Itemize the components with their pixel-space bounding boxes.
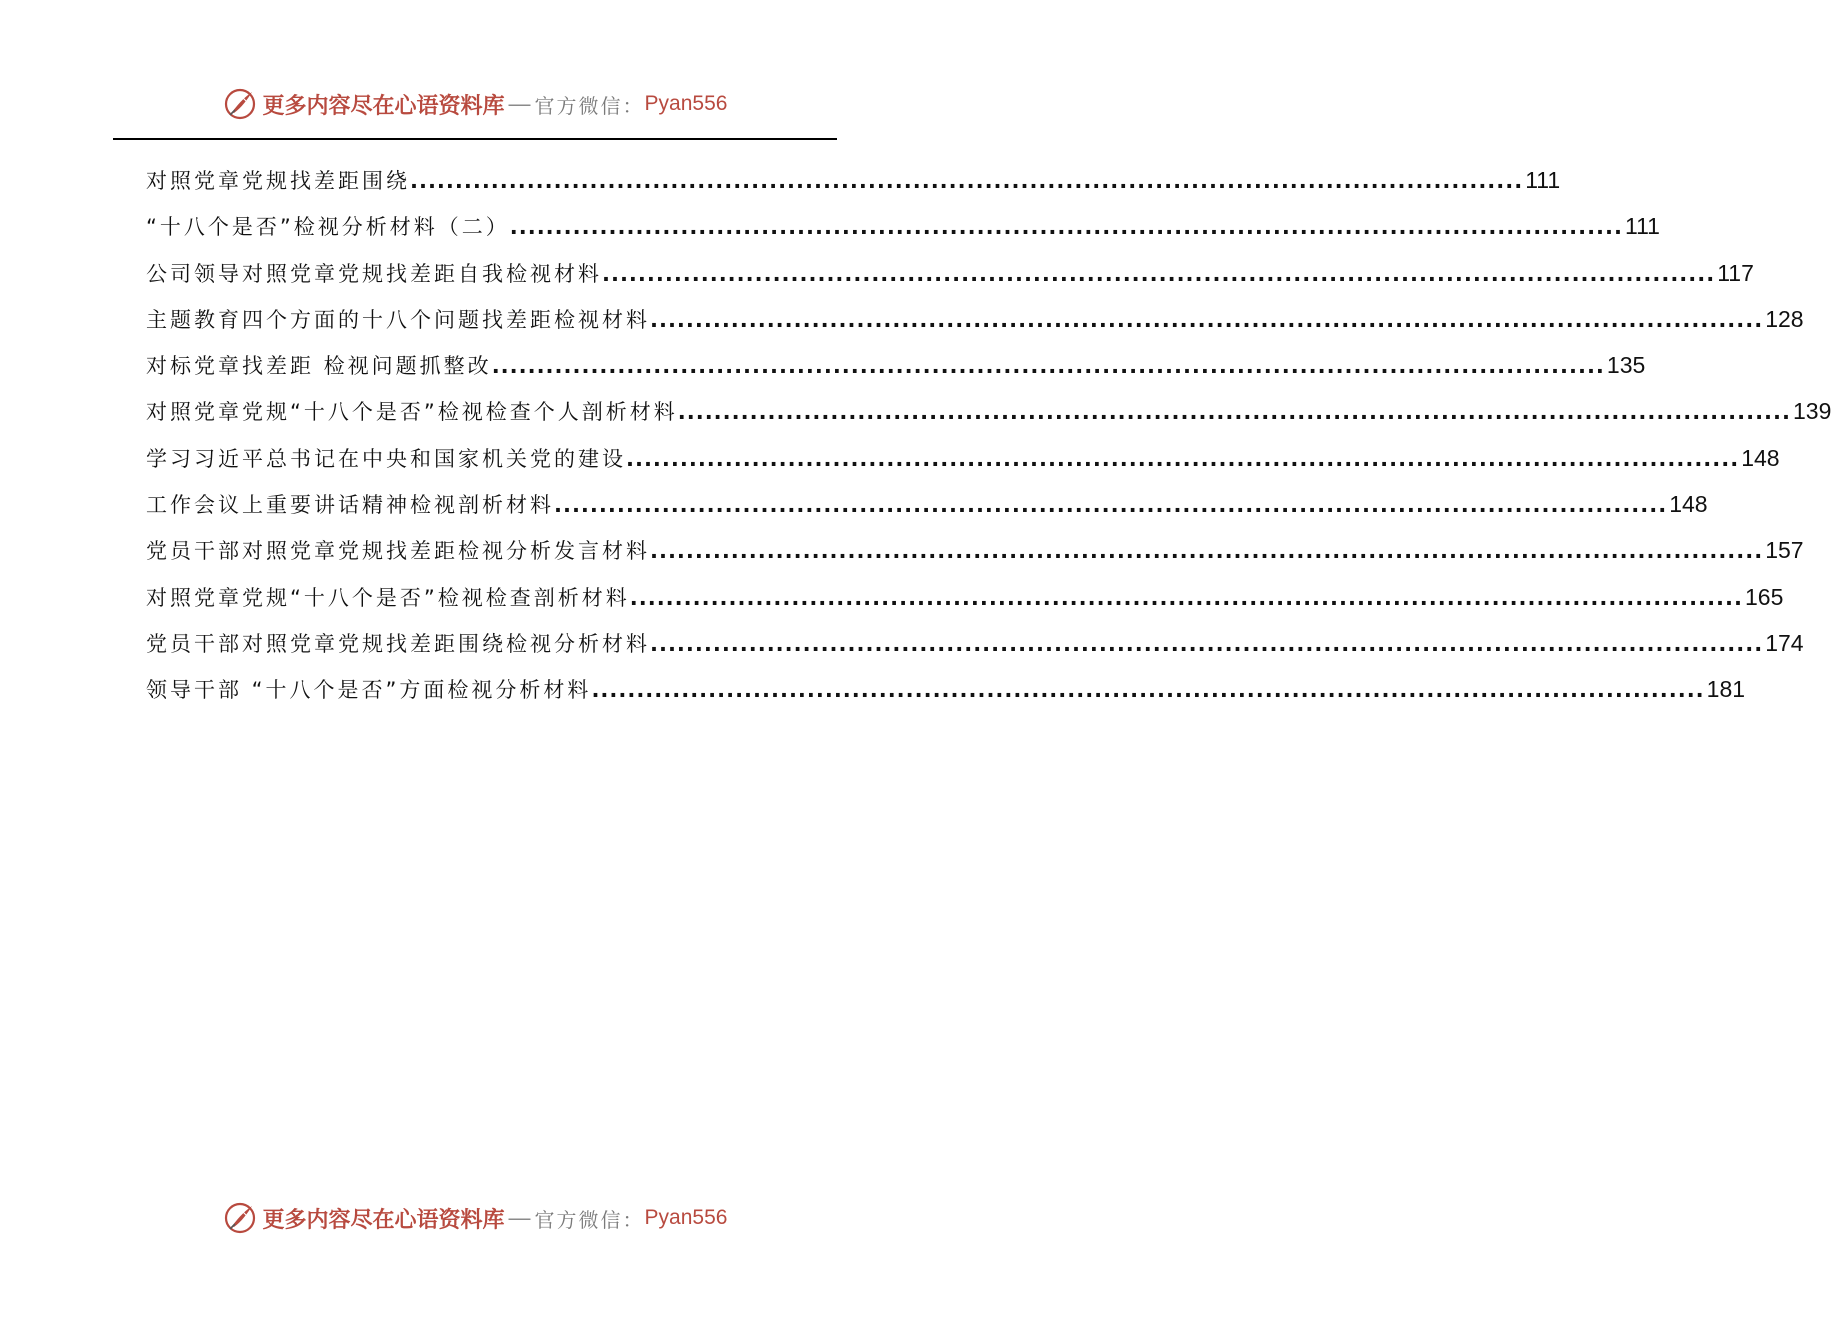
toc-leader-dots: ............................................................................................................................ bbox=[650, 631, 1764, 656]
toc-entry-page: 148 bbox=[1741, 444, 1780, 471]
table-of-contents bbox=[146, 157, 1831, 713]
toc-leader-dots: ............................................................................................................................ bbox=[650, 307, 1764, 332]
quill-pen-logo-icon bbox=[223, 1201, 257, 1235]
toc-leader-dots: ............................................................................................................................ bbox=[677, 400, 1791, 425]
toc-entry-page: 165 bbox=[1744, 583, 1784, 610]
toc-entry[interactable] bbox=[146, 666, 1746, 712]
toc-entry[interactable] bbox=[146, 296, 1804, 342]
toc-entry-page: 139 bbox=[1792, 398, 1831, 425]
toc-leader-dots: ............................................................................................................................ bbox=[410, 169, 1524, 193]
toc-leader-dots: ............................................................................................................................ bbox=[509, 215, 1623, 240]
toc-entry[interactable] bbox=[146, 574, 1784, 620]
toc-entry-title: 领导干部 “十八个是否”方面检视分析材料 bbox=[146, 678, 592, 703]
toc-leader-dots: ............................................................................................................................ bbox=[629, 585, 1743, 610]
toc-entry-page: 157 bbox=[1765, 537, 1804, 564]
toc-entry-title: 工作会议上重要讲话精神检视剖析材料 bbox=[146, 493, 554, 518]
toc-entry[interactable] bbox=[146, 527, 1804, 573]
toc-entry-page: 111 bbox=[1525, 167, 1561, 193]
toc-leader-dots: ............................................................................................................................ bbox=[626, 446, 1740, 471]
toc-entry-title: 对照党章党规“十八个是否”检视检查个人剖析材料 bbox=[146, 400, 678, 425]
toc-entry[interactable] bbox=[146, 203, 1660, 249]
toc-entry-title: 学习习近平总书记在中央和国家机关党的建设 bbox=[146, 446, 626, 471]
page-header bbox=[0, 84, 950, 124]
toc-entry[interactable] bbox=[146, 342, 1646, 388]
toc-leader-dots: ............................................................................................................................ bbox=[602, 261, 1716, 286]
footer-brand-text: 更多内容尽在心语资料库 bbox=[262, 1206, 505, 1233]
toc-entry[interactable] bbox=[146, 620, 1804, 666]
toc-entry-page: 128 bbox=[1765, 305, 1804, 332]
toc-entry-page: 111 bbox=[1624, 213, 1660, 240]
header-wechat-account: Pyan556 bbox=[644, 92, 728, 115]
toc-entry-title: 党员干部对照党章党规找差距围绕检视分析材料 bbox=[146, 631, 650, 656]
toc-entry[interactable] bbox=[146, 388, 1831, 434]
header-separator: — bbox=[508, 91, 531, 116]
toc-entry[interactable] bbox=[146, 250, 1754, 296]
toc-entry-page: 174 bbox=[1765, 629, 1804, 656]
toc-entry-title: 对标党章找差距 检视问题抓整改 bbox=[146, 354, 492, 379]
toc-entry-page: 181 bbox=[1706, 676, 1746, 703]
toc-entry-title: 对照党章党规“十八个是否”检视检查剖析材料 bbox=[146, 585, 630, 610]
toc-entry[interactable] bbox=[146, 157, 1561, 203]
header-brand-text: 更多内容尽在心语资料库 bbox=[262, 92, 505, 119]
footer-wechat-account: Pyan556 bbox=[644, 1206, 728, 1229]
toc-leader-dots: ............................................................................................................................ bbox=[650, 539, 1764, 564]
toc-entry-page: 148 bbox=[1669, 491, 1708, 518]
toc-entry-title: 对照党章党规找差距围绕 bbox=[146, 169, 410, 193]
toc-entry[interactable] bbox=[146, 435, 1780, 481]
toc-leader-dots: ............................................................................................................................ bbox=[491, 354, 1605, 379]
toc-leader-dots: ............................................................................................................................ bbox=[591, 678, 1705, 703]
toc-entry-page: 135 bbox=[1606, 352, 1646, 379]
header-wechat-label: 官方微信： bbox=[534, 93, 645, 118]
page-footer bbox=[0, 1198, 950, 1238]
footer-separator: — bbox=[508, 1205, 531, 1230]
toc-entry-page: 117 bbox=[1717, 259, 1754, 286]
toc-entry[interactable] bbox=[146, 481, 1708, 527]
toc-entry-title: 党员干部对照党章党规找差距检视分析发言材料 bbox=[146, 539, 650, 564]
toc-entry-title: “十八个是否”检视分析材料（二） bbox=[146, 215, 510, 240]
toc-leader-dots: ............................................................................................................................ bbox=[554, 493, 1668, 518]
footer-wechat-label: 官方微信： bbox=[534, 1207, 645, 1232]
toc-entry-title: 公司领导对照党章党规找差距自我检视材料 bbox=[146, 261, 602, 286]
toc-entry-title: 主题教育四个方面的十八个问题找差距检视材料 bbox=[146, 307, 650, 332]
header-divider bbox=[113, 138, 837, 140]
quill-pen-logo-icon bbox=[223, 87, 257, 121]
